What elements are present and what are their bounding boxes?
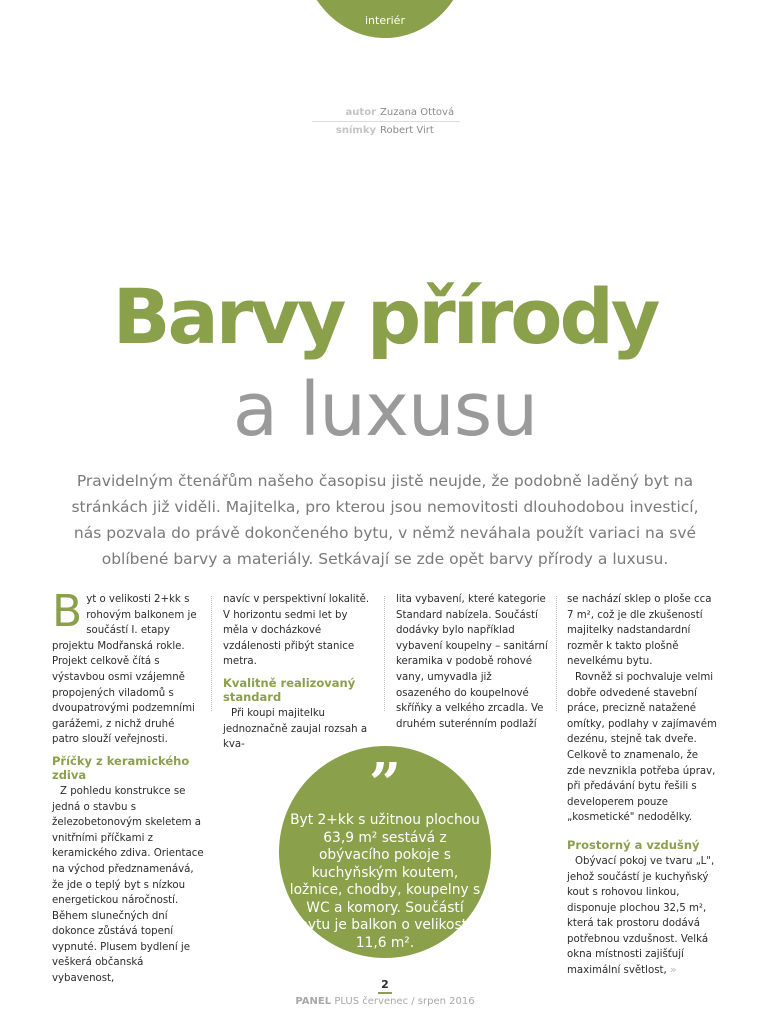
column-divider: [384, 596, 385, 711]
body-paragraph: Rovněž si pochvaluje velmi dobře odvedené stavební práce, precizně natažené omítky, podlahy v zajímavém dezénu, stejně tak dveře. Celkově to znamenalo, že zde nevznikla potřeba úprav, při předávání bytu řešili s developerem pouze „kosmetické" nedodělky.: [567, 671, 717, 824]
credit-author-role: autor: [345, 107, 376, 118]
pull-quote-circle: [279, 746, 491, 958]
credit-divider: [312, 121, 460, 122]
column-divider: [556, 596, 557, 711]
text-column-2: [223, 592, 375, 753]
credit-author: [312, 107, 462, 118]
article-lead: Pravidelným čtenářům našeho časopisu jistě neujde, že podobně laděný byt na stránkách již viděli. Majitelka, pro kterou jsou nemovitosti dlouhodobou investicí, nás pozvala do právě dokončeného bytu, v němž neváhala použít variaci na své oblíbené barvy a materiály. Setkávají se zde opět barvy přírody a luxusu.: [71, 472, 699, 568]
continue-arrow-icon: »: [670, 965, 677, 977]
magazine-footer: [0, 996, 770, 1007]
credit-author-name: Zuzana Ottová: [380, 107, 455, 118]
drop-cap: B: [52, 586, 83, 637]
quote-mark-icon: ”: [368, 751, 402, 817]
subheading-standard: Kvalitně realizovaný standard: [223, 675, 356, 704]
credit-photos-role: snímky: [335, 125, 376, 136]
article-title-line1: Barvy přírody: [112, 272, 658, 361]
body-paragraph: lita vybavení, které kategorie Standard nabízela. Součástí dodávky bylo například vybavení koupelny – sanitární keramika v podobě rohové vany, umyvadla již osazeného do koupelnové skříňky a velkého zrcadla. Ve druhém suterénním podlaží: [396, 594, 548, 730]
credit-photos-name: Robert Virt: [380, 125, 434, 136]
body-paragraph: se nachází sklep o ploše cca 7 m², což je dle zkušeností majitelky nadstandardní rozměr k takto plošně nevelkému bytu.: [567, 594, 712, 668]
pull-quote-text: Byt 2+kk s užitnou plochou 63,9 m² sestává z obývacího pokoje s kuchyňským koutem, ložnice, chodby, koupelny s WC a komory. Součástí bytu je balkon o velikosti 11,6 m².: [289, 812, 481, 951]
body-text: Obývací pokoj ve tvaru „L", jehož součástí je kuchyňský kout s rohovou linkou, disponuje plochou 32,5 m², která tak prostoru dodává potřebnou vzdušnost. Velká okna místnosti zajišťují maximální světlost,: [567, 855, 715, 977]
magazine-name: PANEL: [295, 996, 332, 1007]
text-column-4: [567, 592, 719, 979]
intro-text: yt o velikosti 2+kk s rohovým balkonem je součástí I. etapy projektu Modřanská rokle. Projekt celkově čítá s výstavbou osmi vzájemně propojených viladomů s dvoupatrovými podzemními garážemi, z nichž druhé patro slouží veřejnosti.: [52, 594, 197, 746]
intro-paragraph: [52, 586, 204, 748]
page-number: 2: [381, 978, 389, 991]
body-paragraph: navíc v perspektivní lokalitě. V horizontu sedmi let by měla v docházkové vzdálenosti přibýt stanice metra.: [223, 594, 370, 668]
credit-photos: [312, 125, 462, 136]
body-paragraph: [567, 854, 719, 979]
section-tab-label: interiér: [365, 14, 405, 27]
magazine-issue: PLUS červenec / srpen 2016: [334, 996, 475, 1007]
text-column-1: [52, 586, 204, 987]
body-paragraph: Při koupi majitelku jednoznačně zaujal rozsah a kva-: [223, 707, 368, 751]
body-paragraph: Z pohledu konstrukce se jedná o stavbu s železobetonovým skeletem a vnitřními příčkami z keramického zdiva. Orientace na východ předznamenává, že jde o teplý byt s nízkou energetickou náročností. Během slunečných dní dokonce zůstává topení vypnuté. Plusem bydlení je veškerá občanská vybavenost,: [52, 785, 204, 985]
text-column-3: [396, 592, 548, 732]
subheading-spacious: Prostorný a vzdušný: [567, 837, 700, 852]
subheading-partitions: Příčky z keramického zdiva: [52, 753, 190, 782]
page-number-underline: [378, 992, 392, 994]
column-divider: [211, 596, 212, 711]
article-title-line2: a luxusu: [232, 367, 538, 453]
